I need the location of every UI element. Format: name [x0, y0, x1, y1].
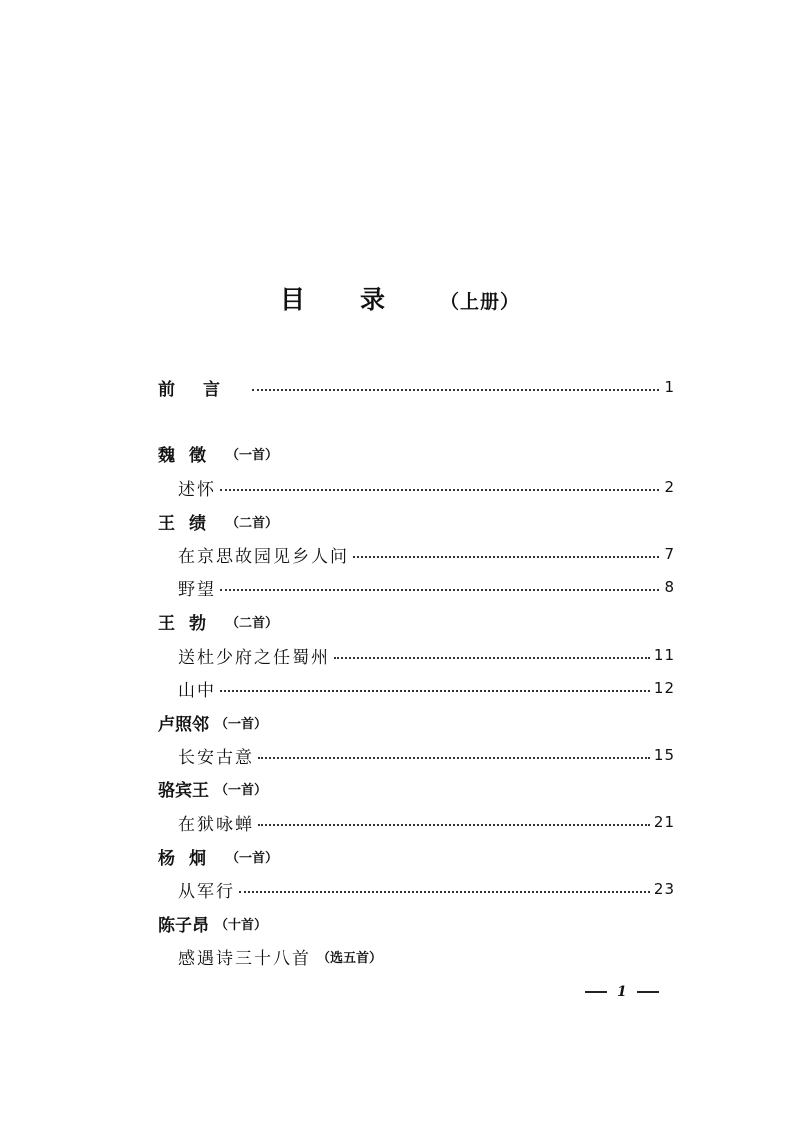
- author-name: 陈子昂: [158, 915, 209, 936]
- poem-count: （一首）: [226, 447, 279, 463]
- folio-dash-left: [585, 991, 607, 993]
- toc-entry-row[interactable]: [178, 640, 675, 670]
- poem-count: （一首）: [226, 850, 279, 866]
- toc-page-number: 8: [664, 578, 675, 596]
- toc-author-row: [158, 438, 675, 468]
- poem-count: （二首）: [226, 615, 279, 631]
- selection-note: （选五首）: [317, 950, 383, 966]
- author-name: 杨炯: [158, 848, 220, 869]
- toc-page-number: 1: [664, 378, 675, 396]
- leader-dots: [239, 891, 650, 893]
- toc-label: 前言: [158, 379, 248, 400]
- leader-dots: [334, 657, 650, 659]
- toc-page-number: 15: [653, 746, 675, 764]
- toc-entry-row[interactable]: [178, 874, 675, 904]
- toc-page-number: 2: [664, 478, 675, 496]
- author-name: 魏徵: [158, 445, 220, 466]
- author-name: 王绩: [158, 513, 220, 534]
- toc-label: 送杜少府之任蜀州: [178, 647, 330, 668]
- toc-author-row: [158, 606, 675, 636]
- toc-entry-row[interactable]: [178, 941, 675, 971]
- toc-author-row: [158, 908, 675, 938]
- toc-label: 述怀: [178, 479, 216, 500]
- leader-dots: [353, 556, 659, 558]
- poem-count: （二首）: [226, 515, 279, 531]
- poem-count: （一首）: [215, 716, 268, 732]
- toc-page-number: 11: [653, 646, 675, 664]
- toc-label: 感遇诗三十八首: [178, 948, 311, 969]
- leader-dots: [258, 824, 650, 826]
- poem-count: （一首）: [215, 782, 268, 798]
- author-name: 卢照邻: [158, 714, 209, 735]
- toc-author-row: [158, 841, 675, 871]
- toc-label: 野望: [178, 579, 216, 600]
- leader-dots: [220, 589, 659, 591]
- leader-dots: [220, 489, 659, 491]
- toc-label: 从军行: [178, 881, 235, 902]
- folio-number: 1: [617, 984, 627, 1000]
- author-name: 骆宾王: [158, 780, 209, 801]
- toc-page-number: 23: [653, 880, 675, 898]
- toc-entry-row[interactable]: [178, 572, 675, 602]
- toc-label: 山中: [178, 680, 216, 701]
- toc-author-row: [158, 506, 675, 536]
- toc-entry-row[interactable]: [178, 740, 675, 770]
- toc-page-number: 21: [653, 813, 675, 831]
- toc-label: 在京思故园见乡人问: [178, 546, 349, 567]
- toc-entry-row[interactable]: [178, 539, 675, 569]
- toc-author-row: [158, 773, 675, 803]
- title-main: 目录: [279, 285, 440, 314]
- poem-count: （十首）: [215, 917, 268, 933]
- toc-entry-row[interactable]: [178, 673, 675, 703]
- toc-page-number: 7: [664, 545, 675, 563]
- toc-entry-row[interactable]: [178, 807, 675, 837]
- leader-dots: [258, 757, 650, 759]
- page-title: [0, 280, 800, 316]
- toc-label: 长安古意: [178, 747, 254, 768]
- toc-author-row: [158, 707, 675, 737]
- page-folio: [585, 984, 659, 1000]
- toc-entry-row[interactable]: [178, 472, 675, 502]
- title-sub: （上册）: [440, 291, 521, 313]
- leader-dots: [252, 389, 659, 391]
- author-name: 王勃: [158, 613, 220, 634]
- toc-label: 在狱咏蝉: [178, 814, 254, 835]
- toc-page-number: 12: [653, 679, 675, 697]
- leader-dots: [220, 690, 650, 692]
- folio-dash-right: [637, 991, 659, 993]
- toc-row-preface[interactable]: [158, 372, 675, 402]
